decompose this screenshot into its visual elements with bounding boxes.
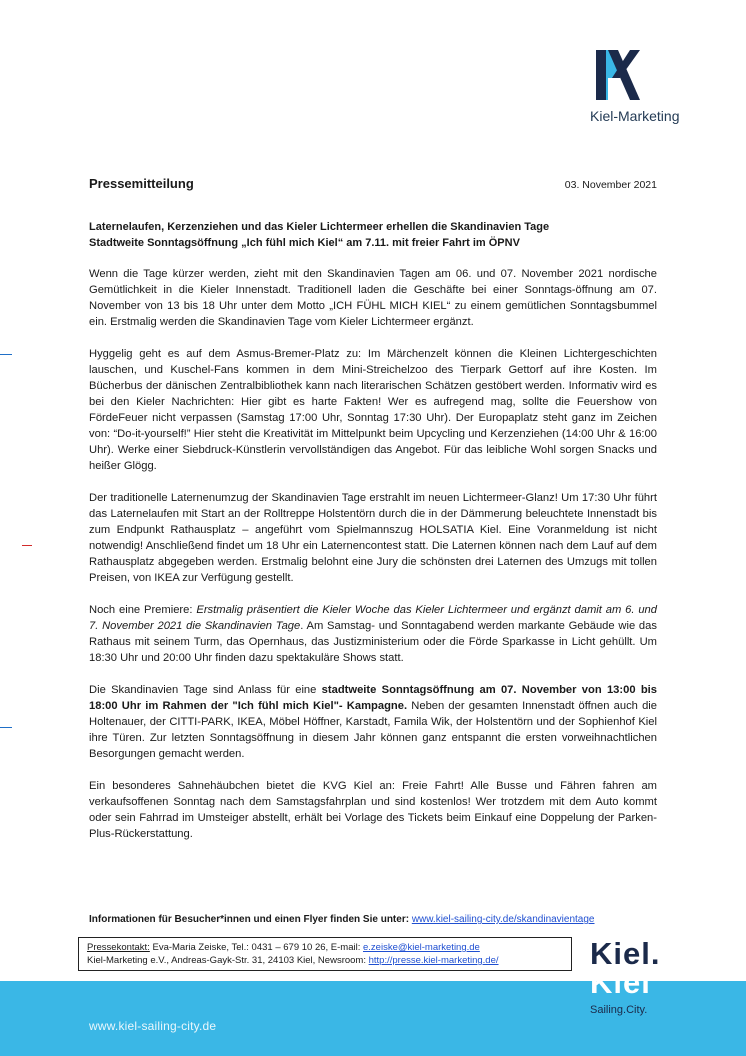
footer-url: www.kiel-sailing-city.de <box>89 1019 217 1033</box>
email-link[interactable]: e.zeiske@kiel-marketing.de <box>363 942 480 953</box>
margin-mark <box>22 545 32 546</box>
p4-mid: . Am Samstag- und Sonntagabend werden <box>300 620 519 632</box>
header-row <box>89 176 657 191</box>
k-logo-icon <box>594 48 642 102</box>
tagline: Sailing.City. <box>590 1004 648 1016</box>
press-contact-box <box>78 937 572 971</box>
date: 03. November 2021 <box>564 179 657 191</box>
page-title: Pressemitteilung <box>89 176 194 191</box>
kiel-logo-top: Kiel. <box>590 936 661 971</box>
kiel-logo-bottom: Kiel <box>590 965 651 1000</box>
p4-end: in Licht gehüllt. Um 18:30 Uhr und 20:00 Uhr finden dazu spektakuläre Shows statt. <box>89 636 657 664</box>
paragraph-4 <box>89 602 657 666</box>
info-label: Informationen für Besucher*innen und einen Flyer finden Sie unter: <box>89 914 412 925</box>
kiel-sailing-city-logo <box>590 936 680 1016</box>
margin-mark <box>0 354 12 355</box>
headline-line-1: Laternelaufen, Kerzenziehen und das Kieler Lichtermeer erhellen die Skandinavien Tage <box>89 221 550 233</box>
kiel-marketing-logo <box>590 48 680 124</box>
headline <box>89 219 657 251</box>
p4-buildings: markante Gebäude wie das Rathaus mit seinem Turm, das Opernhaus, das Justizministerium oder die Förde Sparkasse <box>89 620 657 648</box>
paragraph-3: Der traditionelle Laternenumzug der Skandinavien Tage erstrahlt im neuen Lichtermeer-Glanz! Um 17:30 Uhr führt das Laternelaufen mit Start an der Rolltreppe Holstentörn durch die in der Dämmerung beleuchtete Innenstadt bis zum Endpunkt Rathausplatz – angeführt vom Spielmannszug HOLSATIA Kiel. Eine Voranmeldung ist nicht notwendig! Anschließend findet um 18 Uhr ein Laternencontest statt. Die Laternen können nach dem Lauf auf dem Rathausplatz abgegeben werden. Erstmalig belohnt eine Jury die schönsten drei Laternen des Umzugs mit tollen Preisen, von IKEA zur Verfügung gestellt. <box>89 492 657 584</box>
contact-line-1 <box>87 941 563 954</box>
paragraph-2: Hyggelig geht es auf dem Asmus-Bremer-Platz zu: Im Märchenzelt können die Kleinen Lichtergeschichten lauschen, und Kuschel-Fans kommen in dem Mini-Streichelzoo des Tierpark Gettorf auf ihre Kosten. Im Bücherbus der dänischen Zentralbibliothek kann nach literarischen Schätzen gestöbert werden. Informativ wird es bei den Kieler Nachrichten: Hier gibt es harte Fakten! Wer es aufregend mag, sollte die Feuershow von FördeFeuer nicht verpassen (Samstag 17:00 Uhr, Sonntag 17:30 Uhr). Der Europaplatz steht ganz im Zeichen von: “Do-it-yourself!” Hier steht die Kreativität im Mittelpunkt beim Upcycling und Kerzenziehen (14:00 Uhr & 16:00 Uhr). Werke einer Siebdruck-Künstlerin vervollständigen das Angebot. Für das leibliche Wohl sorgen Snacks und heißer Glögg. <box>89 348 657 472</box>
logo-text: Kiel-Marketing <box>590 108 680 124</box>
p5-bold: stadtweite Sonntagsöffnung am 07. November von 13:00 bis 18:00 Uhr im Rahmen der "Ich fühl mich Kiel"- Kampagne. <box>89 684 657 712</box>
margin-mark <box>0 727 12 728</box>
contact-label: Pressekontakt: <box>87 942 150 953</box>
paragraph-6: Ein besonderes Sahnehäubchen bietet die KVG Kiel an: Freie Fahrt! Alle Busse und Fähren fahren am verkaufsoffenen Sonntag nach dem Samstagsfahrplan und sind kostenlos! Wer trotzdem mit dem Auto kommt oder sein Fahrrad im Umsteiger abstellt, erhält bei Vorlage des Tickets beim Einkauf eine Doppelung der Parken-Plus-Rückerstattung. <box>89 780 657 840</box>
p5-intro: Die Skandinavien Tage sind Anlass für eine <box>89 684 322 696</box>
body-text <box>89 266 657 858</box>
newsroom-link[interactable]: http://presse.kiel-marketing.de/ <box>368 955 499 966</box>
p4-italic: Erstmalig präsentiert die Kieler Woche das Kieler Lichtermeer und ergänzt damit am 6. und 7. November 2021 die Skandinavien Tage <box>89 604 657 632</box>
p4-intro: Noch eine Premiere: <box>89 604 197 616</box>
headline-line-2: Stadtweite Sonntagsöffnung „Ich fühl mich Kiel“ am 7.11. mit freier Fahrt im ÖPNV <box>89 237 520 249</box>
info-line <box>89 914 669 925</box>
paragraph-1: Wenn die Tage kürzer werden, zieht mit den Skandinavien Tagen am 06. und 07. November 2021 nordische Gemütlichkeit in die Kieler Innenstadt. Traditionell laden die Geschäfte bei einer Sonntags-öffnung am 07. November von 13 bis 18 Uhr unter dem Motto „ICH FÜHL MICH KIEL“ zu einem gemütlichen Sonntagsbummel ein. Erstmalig werden die Skandinavien Tage vom Kieler Lichtermeer ergänzt. <box>89 268 657 328</box>
contact-line-2 <box>87 954 563 967</box>
info-link[interactable]: www.kiel-sailing-city.de/skandinavientage <box>411 914 595 925</box>
contact-text: Eva-Maria Zeiske, Tel.: 0431 – 679 10 26, E-mail: <box>149 942 363 953</box>
paragraph-5 <box>89 682 657 762</box>
p5-end: Neben der gesamten Innenstadt öffnen auch die Holtenauer, der CITTI-PARK, IKEA, Möbel Höffner, Karstadt, Famila Wik, der Holstentörn und der Sophienhof Kiel ihre Türen. Zur letzten Sonntagsöffnung in diesem Jahr können ganz entspannt die ersten vorweihnachtlichen Besorgungen gemacht werden. <box>89 700 658 760</box>
contact-address: Kiel-Marketing e.V., Andreas-Gayk-Str. 31, 24103 Kiel, Newsroom: <box>87 955 369 966</box>
